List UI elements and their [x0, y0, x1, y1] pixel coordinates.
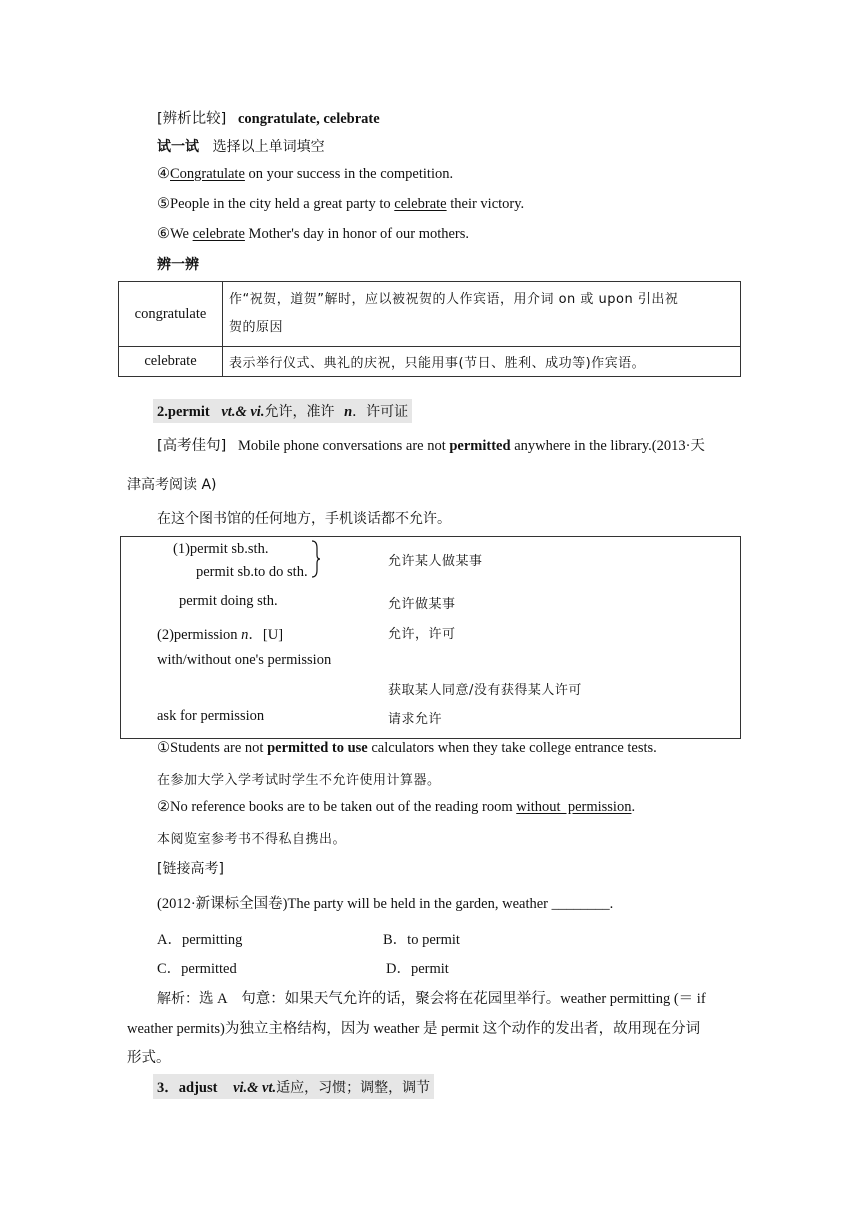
table-word: celebrate: [119, 347, 223, 377]
option-c: C．permitted: [157, 961, 237, 977]
answer-line-2: weather permits)为独立主格结构，因为 weather 是 permit 这个动作的发出者，故用现在分词: [127, 1021, 701, 1037]
example-5: [157, 196, 524, 213]
usage-meaning: 允许做某事: [388, 597, 456, 612]
heading-word: permit: [167, 404, 210, 420]
heading-meaning: ．许可证: [352, 404, 409, 420]
heading-pos: vt.& vi.: [221, 404, 265, 420]
comparison-table: [118, 281, 741, 377]
heading-pos: vi.& vt.: [233, 1080, 277, 1096]
example-1-translation: 在参加大学入学考试时学生不允许使用计算器。: [157, 773, 441, 788]
ex1-bold: permitted to use: [267, 740, 368, 756]
ex5-post: their victory.: [446, 196, 525, 212]
heading-word: adjust: [178, 1080, 218, 1096]
answer-line-1: [157, 987, 706, 1008]
gaokao-sentence: [157, 434, 705, 455]
permit-heading: [153, 399, 412, 423]
usage-phrase: permit doing sth.: [179, 593, 278, 609]
adjust-heading: [153, 1074, 434, 1099]
heading-tag: [辨析比较]: [157, 111, 227, 127]
gaokao-translation: 在这个图书馆的任何地方，手机谈话都不允许。: [157, 511, 451, 527]
ex2-underline: without permission: [516, 799, 632, 815]
ex1-pre: ①Students are not: [157, 740, 268, 756]
ex4-answer: Congratulate: [170, 166, 245, 182]
table-desc: [223, 282, 741, 347]
usage-meaning: 获取某人同意/没有获得某人许可: [388, 683, 582, 698]
ex6-pre: ⑥We: [157, 226, 193, 242]
answer-line-3: 形式。: [127, 1050, 171, 1066]
heading-num: 2.: [157, 404, 168, 420]
option-b: B．to permit: [383, 932, 460, 948]
table-desc-line: 贺的原因: [229, 320, 284, 335]
phrase-pos: n: [241, 627, 249, 643]
ex6-answer: celebrate: [192, 226, 245, 242]
ex2-pre: ②No reference books are to be taken out of the reading room: [157, 799, 517, 815]
distinguish-label: 辨一辨: [157, 257, 199, 273]
analysis-heading: [157, 107, 380, 128]
answer-label: 解析：: [157, 991, 199, 1007]
gaokao-text: Mobile phone conversations are not: [237, 438, 450, 454]
ex5-pre: ⑤People in the city held a great party to: [157, 196, 395, 212]
gaokao-source: 津高考阅读 A): [127, 477, 217, 493]
ex4-num: ④: [157, 166, 170, 182]
table-desc: 表示举行仪式、典礼的庆祝，只能用事(节日、胜利、成功等)作宾语。: [223, 347, 741, 377]
usage-meaning: 请求允许: [388, 712, 443, 727]
heading-meaning: 适应，习惯；调整，调节: [276, 1080, 431, 1096]
question-text: (2012·新课标全国卷)The party will be held in the garden, weather ________.: [157, 896, 614, 912]
option-d: D．permit: [386, 961, 449, 977]
example-4: [157, 166, 453, 183]
table-word: congratulate: [119, 282, 223, 347]
try-line: [157, 136, 325, 156]
answer-text: 选 A 句意：如果天气允许的话，聚会将在花园里举行。weather permitting (＝ if: [199, 991, 706, 1007]
phrase-text: (2)permission: [157, 627, 242, 643]
usage-phrase: permit sb.to do sth.: [196, 564, 308, 580]
gaokao-tag: [高考佳句]: [157, 438, 227, 454]
example-2-translation: 本阅览室参考书不得私自携出。: [157, 832, 347, 847]
example-1: [157, 740, 657, 757]
brace-icon: [311, 540, 321, 578]
heading-meaning: 允许，准许: [264, 404, 335, 420]
option-a: A．permitting: [157, 932, 243, 948]
ex2-post: .: [631, 799, 636, 815]
ex1-post: calculators when they take college entrance tests.: [367, 740, 657, 756]
usage-phrase: (1)permit sb.sth.: [173, 541, 269, 557]
ex4-rest: on your success in the competition.: [244, 166, 454, 182]
example-6: [157, 226, 469, 243]
usage-phrase: [157, 623, 283, 644]
heading-words: congratulate, celebrate: [237, 111, 380, 127]
ex5-answer: celebrate: [394, 196, 447, 212]
gaokao-text: anywhere in the library.(2013·天: [510, 438, 705, 454]
heading-num: 3．: [157, 1080, 179, 1096]
ex6-post: Mother's day in honor of our mothers.: [244, 226, 470, 242]
try-label: 试一试: [157, 139, 199, 155]
link-gaokao-tag: [链接高考]: [157, 861, 224, 877]
example-2: [157, 799, 635, 816]
try-text: 选择以上单词填空: [212, 139, 325, 155]
gaokao-bold: permitted: [449, 438, 511, 454]
usage-meaning: 允许某人做某事: [388, 554, 483, 569]
table-row: [119, 282, 741, 347]
table-row: [119, 347, 741, 377]
usage-meaning: 允许，许可: [388, 627, 456, 642]
table-desc-line: 作“祝贺，道贺”解时，应以被祝贺的人作宾语，用介词 on 或 upon 引出祝: [229, 292, 679, 307]
usage-phrase: ask for permission: [157, 708, 265, 724]
heading-pos: n: [344, 404, 353, 420]
usage-phrase: with/without one's permission: [157, 652, 332, 668]
phrase-text: ．[U]: [248, 627, 284, 643]
